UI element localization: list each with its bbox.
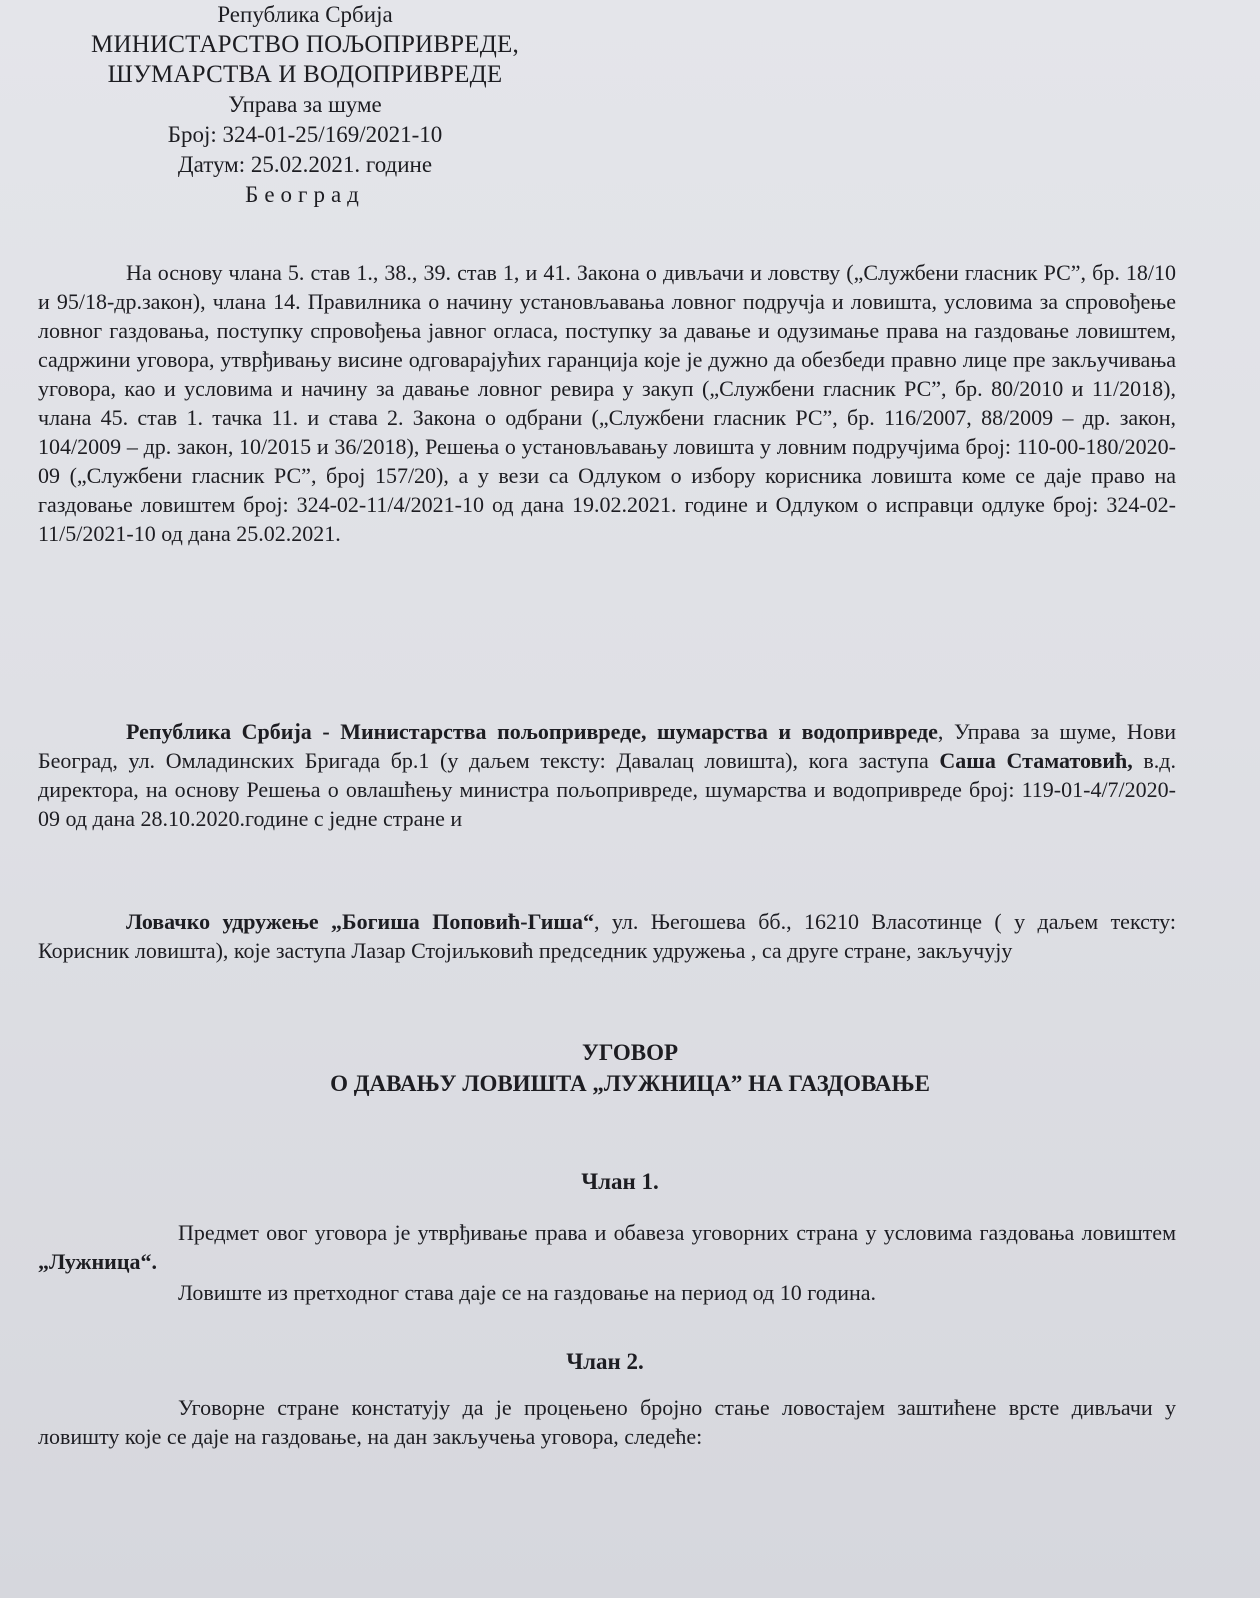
party1-representative: Саша Стаматовић, [939, 748, 1133, 773]
contract-title-line2: О ДАВАЊУ ЛОВИШТА „ЛУЖНИЦА” НА ГАЗДОВАЊЕ [330, 1071, 930, 1096]
article1-heading: Члан 1. [581, 1169, 659, 1194]
article2-paragraph1: Уговорне стране констатују да је процењено бројно стање ловостајем заштићене врсте дивљачи у ловишту које се даје на газдовање, на дан закључења уговора, следеће: [38, 1395, 1176, 1449]
party1-name: Република Србија - Министарства пољопривреде, шумарства и водопривреде [126, 719, 938, 744]
article2-heading: Члан 2. [566, 1349, 644, 1374]
header-republic: Република Србија [217, 2, 393, 27]
article1-paragraph1 [38, 1218, 1176, 1276]
party2-paragraph [38, 907, 1176, 965]
header-ministry-line1: МИНИСТАРСТВО ПОЉОПРИВРЕДЕ, [91, 31, 519, 58]
party1-paragraph [38, 717, 1176, 833]
header-ministry-line2: ШУМАРСТВА И ВОДОПРИВРЕДЕ [107, 61, 503, 88]
article1-p1-hunting-ground: „Лужница“. [38, 1249, 158, 1274]
party2-text: , ул. Његошева бб., 16210 Власотинце ( у даљем тексту: Корисник ловишта), које заступа Лазар Стојиљковић председник удружења , са друге стране, закључују [38, 909, 1176, 963]
party1-text-a: , Управа за шуме, Нови Београд, ул. Омладинских Бригада бр.1 (у даљем тексту: Давалац ловишта), кога заступа [38, 719, 1176, 773]
header-city: Београд [245, 182, 365, 207]
header-date: Датум: 25.02.2021. године [177, 152, 433, 177]
header-number: Број: 324-01-25/169/2021-10 [167, 122, 443, 147]
party1-text-b: в.д. директора, на основу Решења о овлашћењу министра пољопривреде, шумарства и водопривреде број: 119-01-4/7/2020-09 од дана 28.10.2020.године с једне стране и [38, 748, 1176, 831]
contract-title-line1: УГОВОР [581, 1040, 679, 1065]
article1-p1-text: Предмет овог уговора је утврђивање права и обавеза уговорних страна у условима газдовања ловиштем [178, 1220, 1176, 1245]
preamble-paragraph: На основу члана 5. став 1., 38., 39. став 1, и 41. Закона о дивљачи и ловству („Службени гласник РС”, бр. 18/10 и 95/18-др.закон), члана 14. Правилника о начину установљавања ловног подручја и ловишта, условима за спровођење ловног газдовања, поступку спровођења јавног огласа, поступку за давање и одузимање права на газдовање ловиштем, садржини уговора, утврђивању висине одговарајућих гаранција које је дужно да обезбеди правно лице пре закључивања уговора, као и условима и начину за давање ловног ревира у закуп („Службени гласник РС”, бр. 80/2010 и 11/2018), члана 45. став 1. тачка 11. и става 2. Закона о одбрани („Службени гласник РС”, бр. 116/2007, 88/2009 – др. закон, 104/2009 – др. закон, 10/2015 и 36/2018), Решења о установљавању ловишта у ловним подручјима број: 110-00-180/2020-09 („Службени гласник РС”, број 157/20), а у вези са Одлуком о избору корисника ловишта коме се даје право на газдовање ловиштем број: 324-02-11/4/2021-10 од дана 19.02.2021. године и Одлуком о исправци одлуке број: 324-02-11/5/2021-10 од дана 25.02.2021. [38, 260, 1176, 546]
party2-name: Ловачко удружење „Богиша Поповић-Гиша“ [126, 909, 594, 934]
header-directorate: Управа за шуме [228, 92, 382, 117]
contract-title [0, 1037, 1260, 1099]
article1-paragraph2: Ловиште из претходног става даје се на газдовање на период од 10 година. [178, 1280, 877, 1305]
document-header [60, 0, 550, 210]
